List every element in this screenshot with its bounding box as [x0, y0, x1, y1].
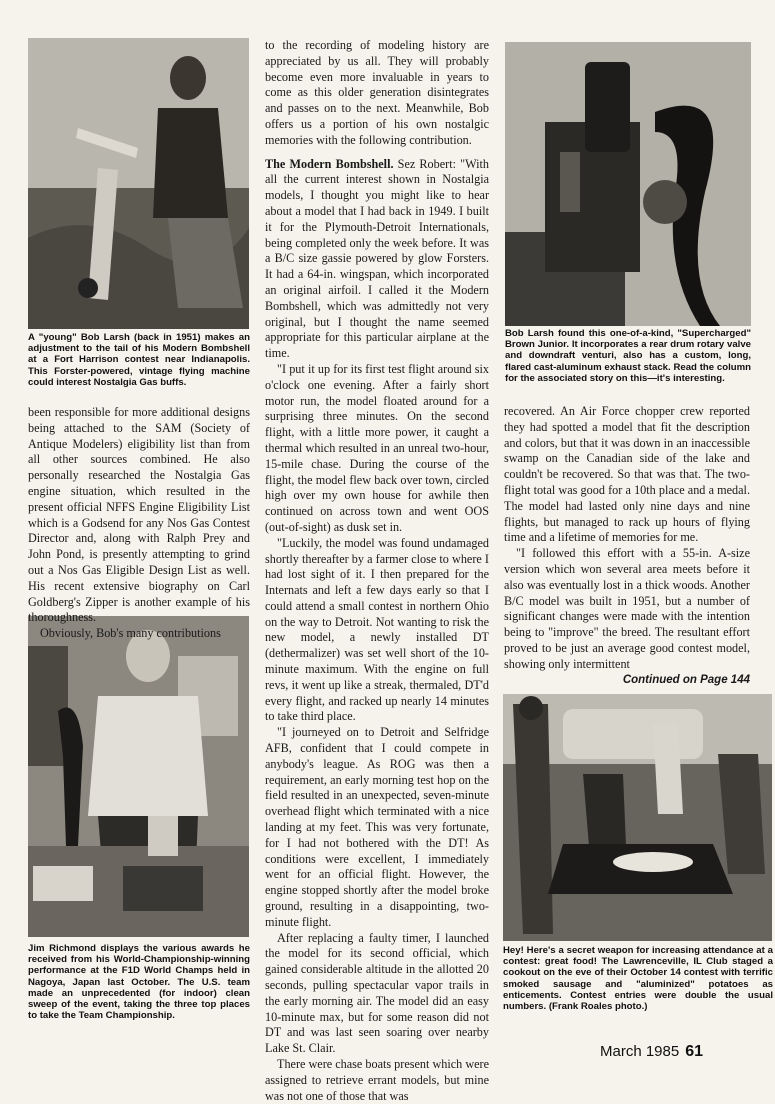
caption-engine: Bob Larsh found this one-of-a-kind, "Supercharged" Brown Junior. It incorporates a rear drum rotary valve and downdraft venturi, also has a custom, long, flared cast-aluminum exhaust stack. Read the column for the associated story on this—it's interesting.: [505, 328, 751, 384]
caption-richmond: Jim Richmond displays the various awards he received from his World-Championship-winning performance at the F1D World Champs held in Nagoya, Japan last October. The U.S. team made an unprecedented (for indoor) clean sweep of the event, taking the three top places to take the Team Championship.: [28, 943, 250, 1022]
photo-engine: [505, 42, 751, 326]
issue-date: March 1985: [600, 1043, 680, 1060]
column-1: [28, 405, 250, 642]
column-2-paragraph-7: There were chase boats present which were assigned to retrieve errant models, but mine was not one of those that was: [265, 1057, 489, 1103]
column-2-paragraph-3: "I put it up for its first test flight around six o'clock one evening. After a fairly short motor run, the model floated around for a surprising three minutes. On the second flight, with a little more power, it caught a thermal which resulted in an unreal two-hour, 15-mile chase. During the course of the flight, the model flew back over town, circled high over my own house for awhile then continued on across town and went OOS (out-of-sight) as dusk set in.: [265, 361, 489, 534]
page-footer: [600, 1043, 750, 1061]
column-2-paragraph-2: [265, 157, 489, 362]
column-2-paragraph-6: After replacing a faulty timer, I launched the model for its second official, which gained considerable altitude in the allotted 20 seconds, pulling spectacular vapor trails in the early morning air. The model did an easy 10-minute max, but for some reason did not DT and was last seen soaring over nearby Lake St. Clair.: [265, 930, 489, 1056]
column-1-paragraph-2: Obviously, Bob's many contributions: [40, 626, 221, 641]
column-3-paragraph-2: "I followed this effort with a 55-in. A-size version which won several area meets before it also was eventually lost in a thick woods. Another B/C model was built in 1951, but a number of significant changes were made with the intention being to "improve" the breed. The resultant effort proved to be just an average good contest model, showing only intermittent: [504, 546, 750, 671]
photo-cookout: [503, 694, 772, 941]
caption-larsh-young: A "young" Bob Larsh (back in 1951) makes an adjustment to the tail of his Modern Bombshell at a Fort Harrison contest near Indianapolis. This Forster-powered, vintage flying machine could interest Nostalgia Gas buffs.: [28, 332, 250, 388]
page-number: 61: [685, 1043, 704, 1060]
continued-link[interactable]: Continued on Page 144: [622, 673, 750, 686]
photo-richmond: [28, 616, 249, 937]
column-2-paragraph-4: "Luckily, the model was found undamaged shortly thereafter by a farmer close to where I had lost sight of it. I then prepared for the Internats and left a few days early so that I could attend a small contest in northern Ohio on the way to Detroit. Not wanting to risk the new model, a newly installed DT (dethermalizer) was set well short of the 10-minute maximum. With the engine on full revs, it went up like a streak, thermaled, DT'd every flight, and racked up nearly 14 minutes to take third place.: [265, 535, 489, 724]
column-3-paragraph-1: recovered. An Air Force chopper crew reported they had spotted a model that fit the description and colors, but that it was down in an inaccessible swamp on the Canadian side of the lake and couldn't be recovered. So that was that. The two-flight total was good for a 10th place and a medal. The model had lasted only nine days and nine flights, but managed to rack up hours of flying time and a lifetime of memories for me.: [504, 404, 750, 545]
column-2-paragraph-5: "I journeyed on to Detroit and Selfridge AFB, confident that I could compete in anybody's league. As ROG was then a requirement, an early morning test hop on the field resulted in an unexpected, seven-minute overhead flight which terminated with a nice landing at my feet. This was very fortunate, for I had not bothered with the DT! As conditions were excellent, I immediately went for an official flight. However, the engine stopped shortly after the model broke ground, resulting in a disappointing, two-minute flight.: [265, 725, 489, 929]
caption-cookout: Hey! Here's a secret weapon for increasing attendance at a contest: great food! The Lawrenceville, IL Club staged a cookout on the eve of their October 14 contest with terrific smoked sausage and "aluminized" potatoes as enticements. Contest entries were double the usual numbers. (Frank Roales photo.): [503, 945, 773, 1013]
column-2-paragraph-2-text: Sez Robert: "With all the current interest shown in Nostalgia models, I thought you might like to hear about a model that I had back in 1949. I built it for the Plymouth-Detroit Internationals, being completed only the week before. It was a B/C size gassie powered by glow Forsters. It had a 64-in. wingspan, which incorporated an original airfoil. I called it the Modern Bombshell, which was admittedly not very original, but I thought the name seemed appropriate for this particular airplane at the time.: [265, 156, 489, 361]
section-heading: The Modern Bombshell.: [265, 156, 394, 171]
column-2: [265, 38, 489, 1104]
column-1-paragraph-1: been responsible for more additional designs being attached to the SAM (Society of Antique Modelers) eligibility list than from all other sources combined. He also personally researched the Nostalgia Gas engine situation, which resulted in the present official NFFS Engine Eligibility List which is a Godsend for any Nos Gas Contest Director and, along with Ralph Prey and John Pond, is presently attempting to grind out a Nos Gas Eligible Design List as well. His recent extensive biography on Carl Goldberg's Zipper is another example of his thoroughness.: [28, 405, 250, 625]
column-2-paragraph-1: to the recording of modeling history are appreciated by us all. They will probably become even more invaluable in years to come as this older generation disintegrates and passes on to the next. Meanwhile, Bob offers us a portion of his own nostalgic memories with the following contribution.: [265, 38, 489, 147]
column-3: [504, 404, 750, 688]
photo-larsh-young: [28, 38, 249, 329]
